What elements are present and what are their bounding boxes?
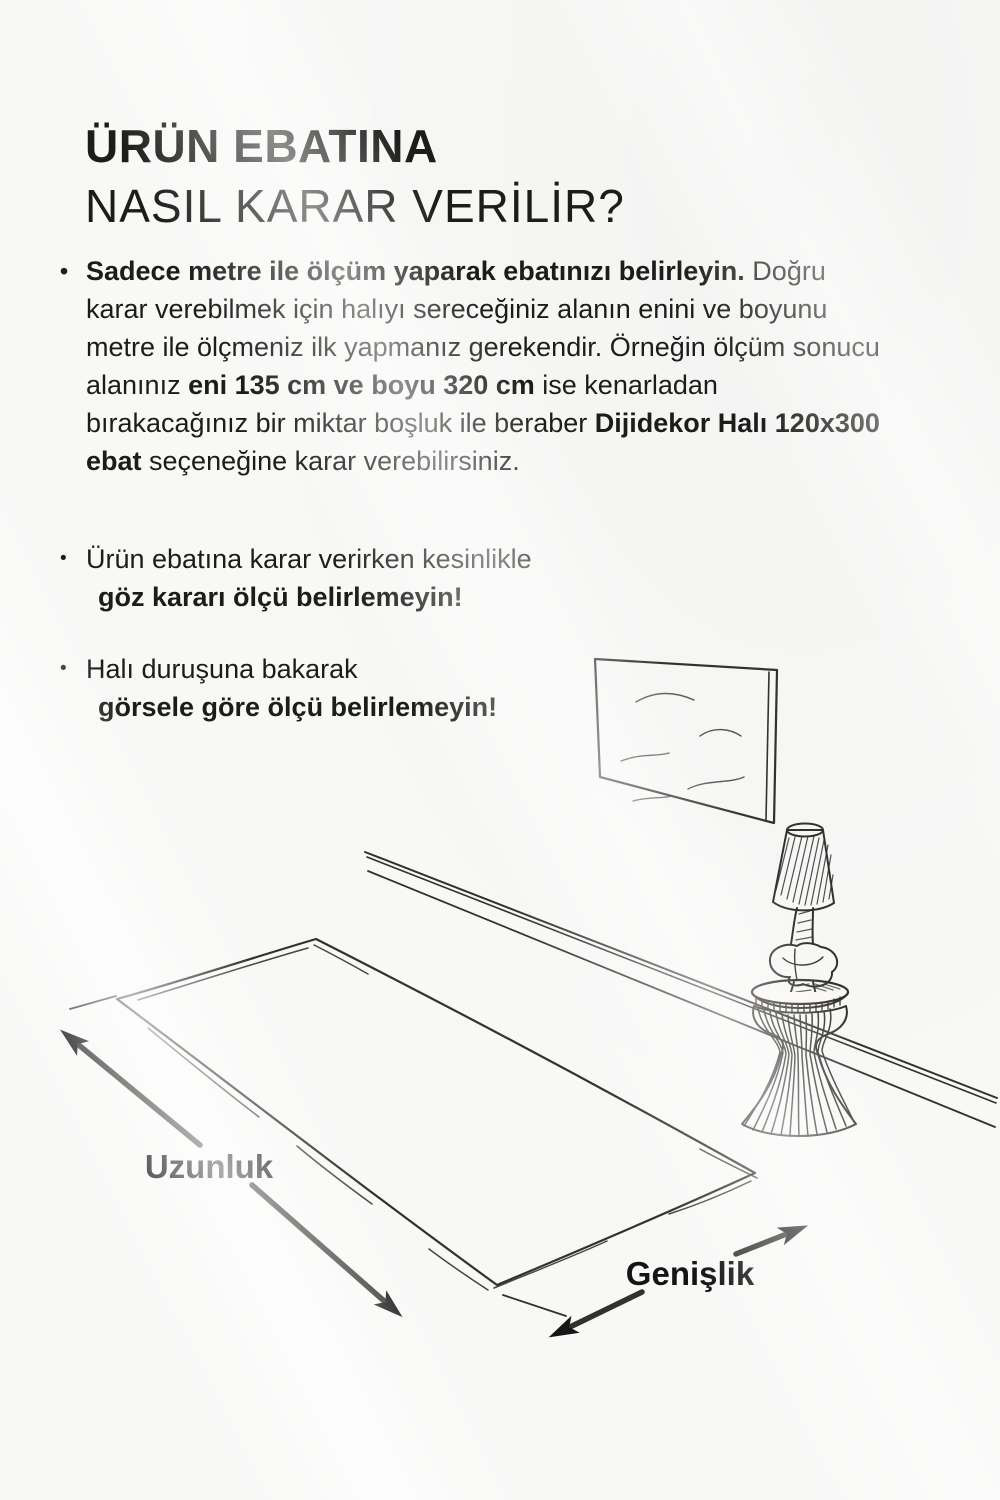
bullet-bold-text: göz kararı ölçü belirlemeyin! <box>98 582 463 612</box>
side-table <box>742 980 856 1136</box>
wall-baseline <box>365 852 997 1127</box>
bullet-measure-with-tape <box>60 252 881 480</box>
bullet-marker: • <box>60 258 69 284</box>
page-title <box>85 116 625 236</box>
bullet-bold-text: Dijidekor Halı 120x300 ebat <box>86 408 880 476</box>
bullet-marker: • <box>60 658 67 679</box>
bullet-regular-text: Halı duruşuna bakarak <box>86 654 358 684</box>
title-line-1: ÜRÜN EBATINA <box>85 120 438 172</box>
length-extension-line <box>70 996 116 1009</box>
bullet-no-eyeballing <box>60 540 532 616</box>
bullet-text <box>86 252 881 480</box>
table-lamp <box>770 824 837 996</box>
width-label: Genişlik <box>625 1255 755 1292</box>
title-line-2: NASIL KARAR VERİLİR? <box>85 180 625 232</box>
bullet-bold-text: Sadece metre ile ölçüm yaparak ebatınızı belirleyin. <box>86 256 745 286</box>
bullet-text <box>86 540 532 616</box>
length-arrow-upper <box>80 1046 200 1145</box>
bullet-regular-text: Ürün ebatına karar verirken kesinlikle <box>86 544 532 574</box>
bullet-bold-text: görsele göre ölçü belirlemeyin! <box>98 692 498 722</box>
length-label: Uzunluk <box>144 1148 274 1185</box>
bullet-regular-text: Doğru karar verebilmek için halıyı sereceğiniz alanın enini ve boyunu metre ile ölçmeniz ilk yapmanız gerekendir. Örneğin ölçüm sonucu alanınız <box>86 256 880 400</box>
width-extension-line <box>503 1295 566 1316</box>
length-arrow-lower <box>252 1185 383 1300</box>
bullet-regular-text: seçeneğine karar verebilirsiniz. <box>141 446 520 476</box>
room-sketch-illustration <box>0 640 1000 1500</box>
area-rug <box>117 939 757 1290</box>
bullet-bold-text: eni 135 cm ve boyu 320 cm <box>188 370 535 400</box>
width-arrow-upper <box>736 1235 784 1254</box>
bullet-marker: • <box>60 548 67 569</box>
wall-picture-frame <box>595 659 777 823</box>
width-arrow-lower <box>572 1292 642 1326</box>
bullet-regular-text: ise kenarladan bırakacağınız bir miktar boşluk ile beraber <box>86 370 718 438</box>
